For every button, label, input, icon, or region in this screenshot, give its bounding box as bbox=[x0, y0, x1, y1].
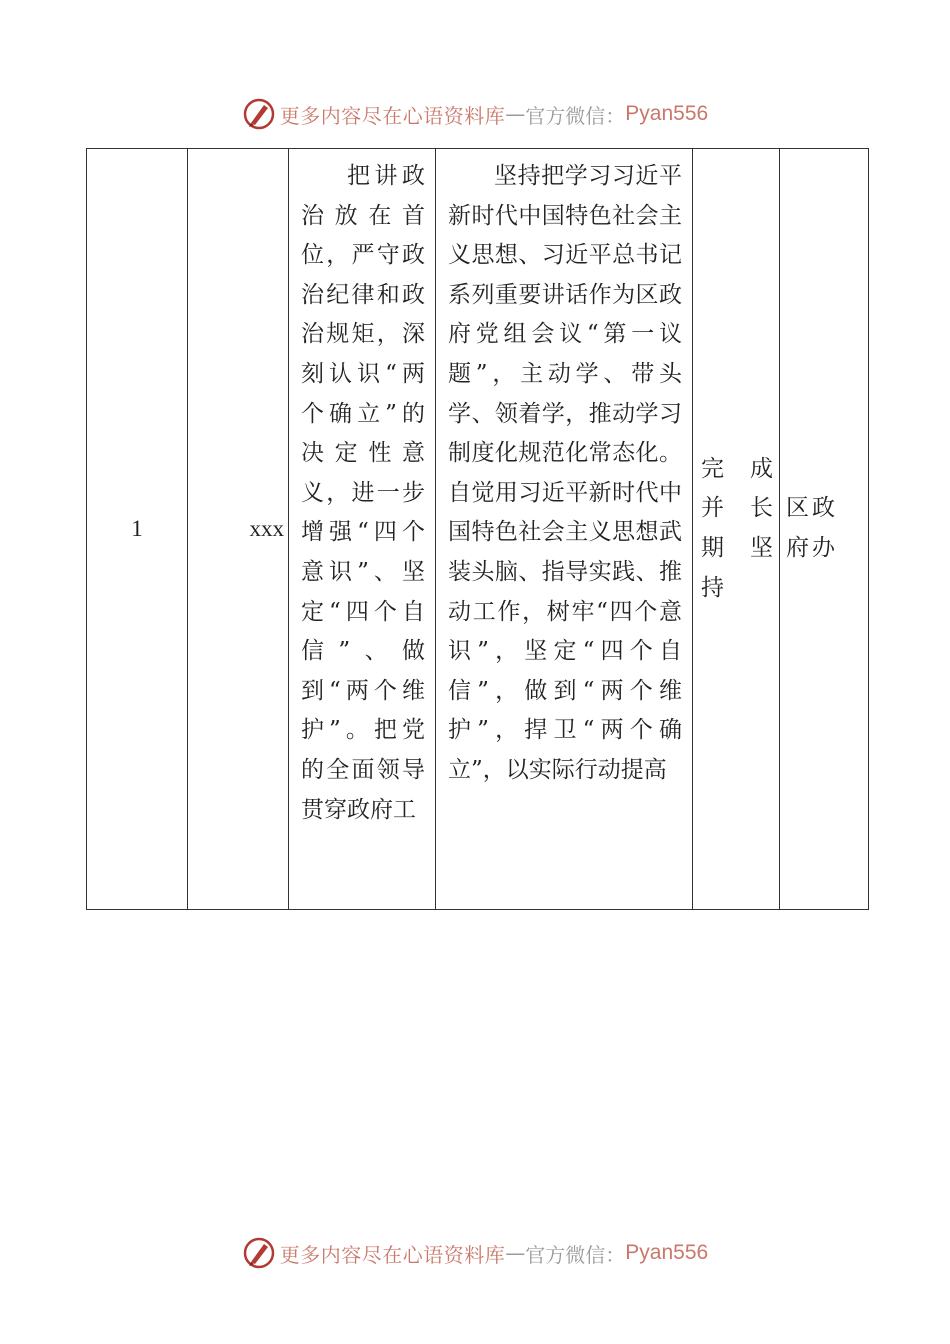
time-limit-cell bbox=[693, 149, 780, 910]
pen-logo-icon bbox=[242, 97, 276, 131]
rectification-table bbox=[86, 148, 869, 910]
watermark-id: Pyan556 bbox=[625, 1241, 709, 1264]
measure-cell bbox=[436, 149, 693, 910]
watermark-id: Pyan556 bbox=[625, 102, 709, 125]
watermark-dash: — bbox=[505, 1241, 526, 1265]
row-name: xxx bbox=[188, 149, 289, 910]
table-row bbox=[87, 149, 869, 910]
issue-text: 把讲政治放在首位，严守政治纪律和政治规矩，深刻认识“两个确立”的决定性意义，进一步增强“四个意识”、坚定“四个自信”、做到“两个维护”。把党的全面领导贯穿政府工 bbox=[301, 163, 425, 823]
pen-logo-icon bbox=[242, 1236, 276, 1270]
row-number: 1 bbox=[87, 149, 188, 910]
watermark-label: 官方微信： bbox=[525, 1242, 626, 1267]
watermark-text: 更多内容尽在心语资料库 bbox=[279, 1242, 506, 1267]
department-cell bbox=[780, 149, 869, 910]
watermark-label: 官方微信： bbox=[525, 103, 626, 128]
watermark-footer bbox=[0, 1233, 950, 1273]
issue-cell bbox=[289, 149, 436, 910]
watermark-text: 更多内容尽在心语资料库 bbox=[279, 103, 506, 128]
measure-text: 坚持把学习习近平新时代中国特色社会主义思想、习近平总书记系列重要讲话作为区政府党组会议“第一议题”，主动学、带头学、领着学，推动学习制度化规范化常态化。自觉用习近平新时代中国特色社会主义思想武装头脑、指导实践、推动工作，树牢“四个意识”，坚定“四个自信”，做到“两个维护”，捍卫“两个确立”，以实际行动提高 bbox=[448, 163, 682, 783]
time-limit-text: 完成并长期坚持 bbox=[701, 455, 775, 601]
department-text: 区政府办 bbox=[786, 495, 838, 561]
watermark-dash: — bbox=[505, 102, 526, 126]
watermark-header bbox=[0, 94, 950, 134]
